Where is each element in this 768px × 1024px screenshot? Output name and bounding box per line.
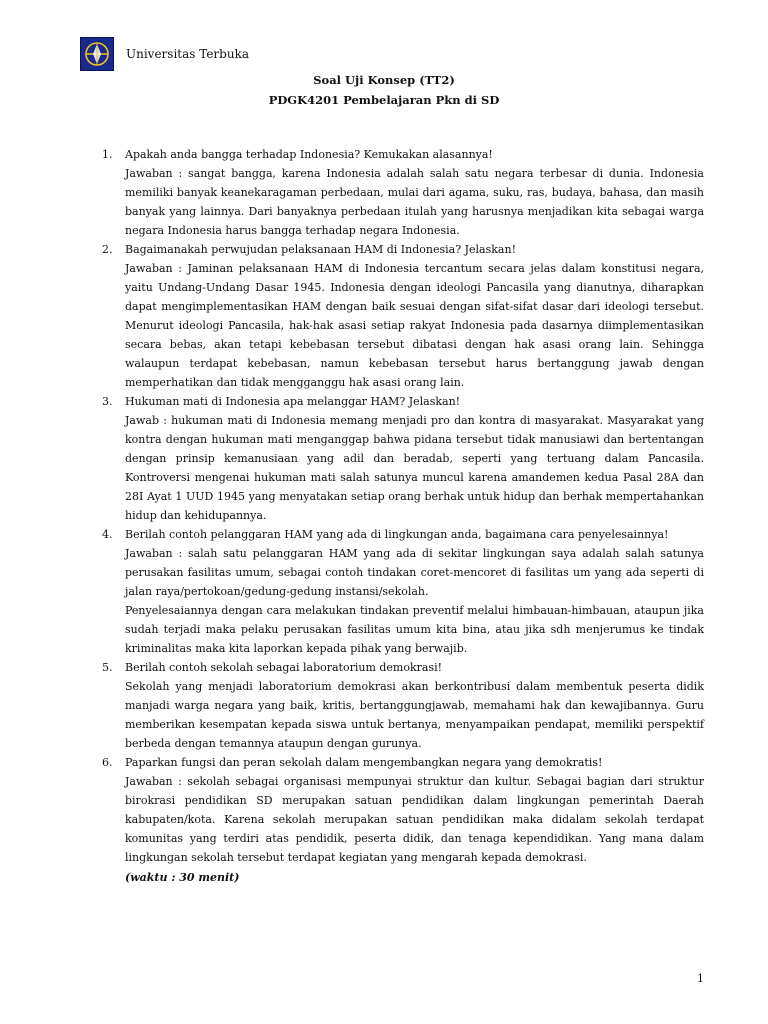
question-number: 6. <box>102 756 113 769</box>
document-header <box>80 36 249 72</box>
answer-paragraph: Sekolah yang menjadi laboratorium demokrasi akan berkontribusi dalam membentuk peserta didik manjadi warga negara yang baik, kritis, bertanggungjawab, memahami hak dan kewajibannya. Guru memberikan kesempatan kepada siswa untuk bertanya, menyampaikan pendapat, memiliki perspektif berbeda dengan temannya ataupun dengan gurunya. <box>125 680 704 750</box>
time-limit-note: (waktu : 30 menit) <box>125 871 240 884</box>
question-number: 2. <box>102 243 113 256</box>
title-line-2: PDGK4201 Pembelajaran Pkn di SD <box>268 93 500 107</box>
question-item <box>102 145 704 164</box>
answer-paragraph: Jawab : hukuman mati di Indonesia memang menjadi pro dan kontra di masyarakat. Masyarakat yang kontra dengan hukuman mati menganggap bahwa pidana tersebut tidak manusiawi dan bertentangan dengan prinsip kemanusiaan yang adil dan beradab, seperti yang tertuang dalam Pancasila. Kontroversi mengenai hukuman mati salah satunya muncul karena amandemen kedua Pasal 28A dan 28I Ayat 1 UUD 1945 yang menyatakan setiap orang berhak untuk hidup dan berhak mempertahankan hidup dan kehidupannya. <box>125 414 704 522</box>
question-number: 3. <box>102 395 113 408</box>
question-item <box>102 525 704 544</box>
question-text: Apakah anda bangga terhadap Indonesia? Kemukakan alasannya! <box>125 148 493 161</box>
university-name: Universitas Terbuka <box>126 47 249 61</box>
page-number: 1 <box>697 972 704 985</box>
question-text: Bagaimanakah perwujudan pelaksanaan HAM di Indonesia? Jelaskan! <box>125 243 516 256</box>
question-text: Berilah contoh pelanggaran HAM yang ada di lingkungan anda, bagaimana cara penyelesainnya! <box>125 528 669 541</box>
question-text: Paparkan fungsi dan peran sekolah dalam mengembangkan negara yang demokratis! <box>125 756 603 769</box>
question-text: Berilah contoh sekolah sebagai laboratorium demokrasi! <box>125 661 443 674</box>
question-text: Hukuman mati di Indonesia apa melanggar HAM? Jelaskan! <box>125 395 461 408</box>
title-line-1: Soal Uji Konsep (TT2) <box>313 73 455 87</box>
answer-paragraph: Jawaban : sekolah sebagai organisasi mempunyai struktur dan kultur. Sebagai bagian dari struktur birokrasi pendidikan SD merupakan satuan pendidikan dalam lingkungan pemerintah Daerah kabupaten/kota. Karena sekolah merupakan satuan pendidikan maka didalam sekolah terdapat komunitas yang terdiri atas pendidik, peserta didik, dan tenaga kependidikan. Yang mana dalam lingkungan sekolah tersebut terdapat kegiatan yang mengarah kepada demokrasi. <box>125 775 704 864</box>
answer-paragraph: Jawaban : salah satu pelanggaran HAM yang ada di sekitar lingkungan saya adalah salah satunya perusakan fasilitas umum, sebagai contoh tindakan coret-mencoret di fasilitas um yang ada seperti di jalan raya/pertokoan/gedung-gedung instansi/sekolah. <box>125 547 704 598</box>
question-item <box>102 240 704 259</box>
question-number: 4. <box>102 528 113 541</box>
question-number: 5. <box>102 661 113 674</box>
document-title <box>0 70 768 110</box>
answer-paragraph: Jawaban : sangat bangga, karena Indonesia adalah salah satu negara terbesar di dunia. Indonesia memiliki banyak keanekaragaman perbedaan, mulai dari agama, suku, ras, budaya, bahasa, dan masih banyak yang lainnya. Dari banyaknya perbedaan itulah yang harusnya menjadikan kita sebagai warga negara Indonesia harus bangga terhadap negara Indonesia. <box>125 167 704 237</box>
question-number: 1. <box>102 148 113 161</box>
question-list <box>102 145 704 889</box>
answer-paragraph: Jawaban : Jaminan pelaksanaan HAM di Indonesia tercantum secara jelas dalam konstitusi negara, yaitu Undang-Undang Dasar 1945. Indonesia dengan ideologi Pancasila yang dianutnya, diharapkan dapat mengimplementasikan HAM dengan baik sesuai dengan sifat-sifat dasar dari ideologi tersebut. Menurut ideologi Pancasila, hak-hak asasi setiap rakyat Indonesia pada dasarnya diimplementasikan secara bebas, akan tetapi kebebasan tersebut dibatasi dengan hak asasi orang lain. Sehingga walaupun terdapat kebebasan, namun kebebasan tersebut harus bertanggung jawab dengan memperhatikan dan tidak mengganggu hak asasi orang lain. <box>125 262 704 389</box>
question-item <box>102 753 704 772</box>
question-item <box>102 658 704 677</box>
answer-paragraph: Penyelesaiannya dengan cara melakukan tindakan preventif melalui himbauan-himbauan, ataupun jika sudah terjadi maka pelaku perusakan fasilitas umum kita bina, atau jika sdh menjerumus ke tindak kriminalitas maka kita laporkan kepada pihak yang berwajib. <box>125 604 704 655</box>
university-logo-icon <box>80 37 114 71</box>
question-item <box>102 392 704 411</box>
